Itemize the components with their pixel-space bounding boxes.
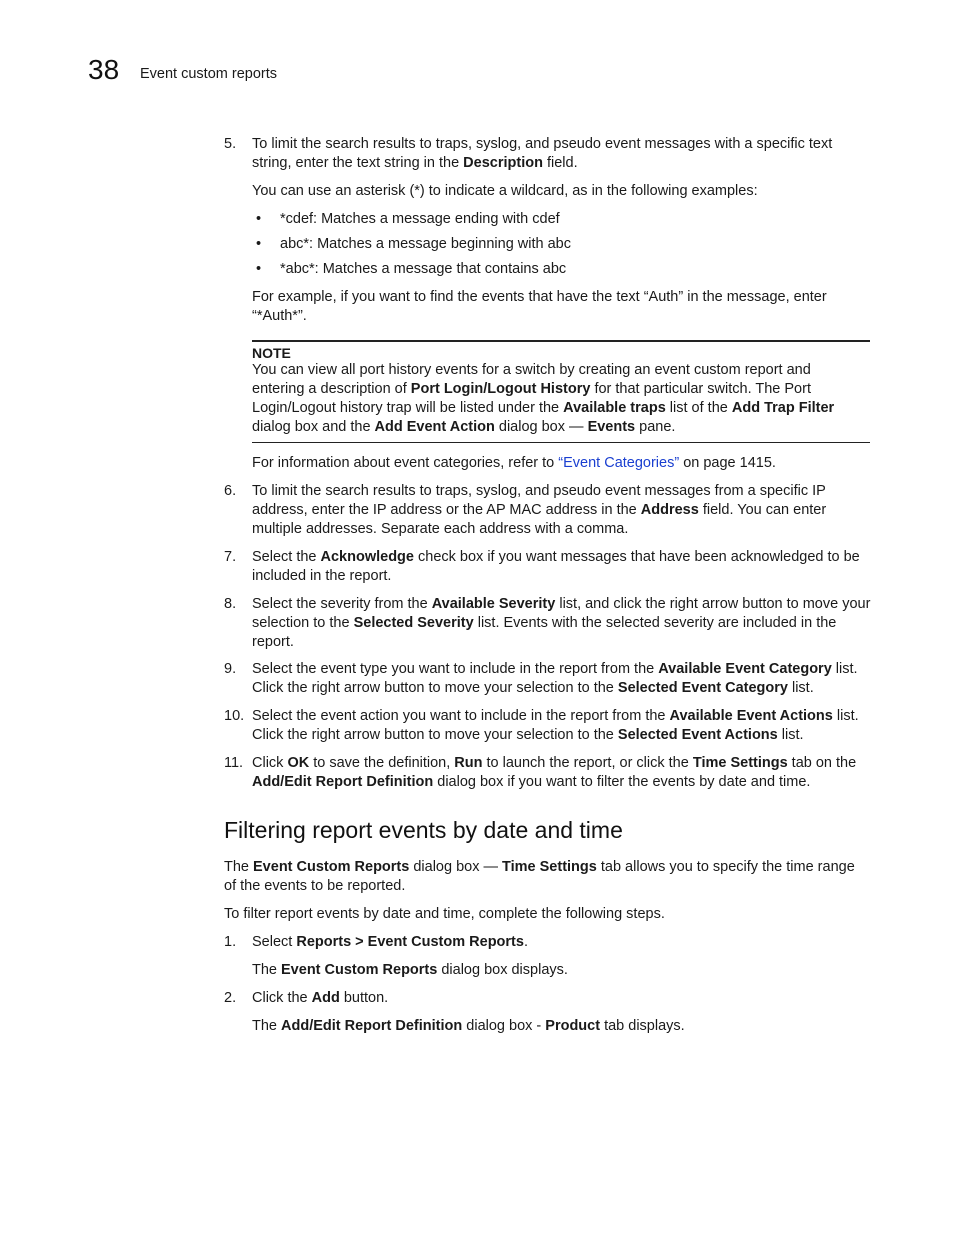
step-number: 7. xyxy=(224,549,237,565)
step-number: 11. xyxy=(224,755,244,771)
note-body: You can view all port history events for a switch by creating an event custom report and entering a description of Port Login/Logout History for that particular switch. The Port Login/Logout history trap will be listed under the Available traps list of the Add Trap Filter dialog box and the Add Event Action dialog box — Events pane. xyxy=(252,362,835,435)
step-text: To limit the search results to traps, syslog, and pseudo event messages from a specific IP address, enter the IP address or the AP MAC address in the Address field. You can enter multiple addresses. Separate each address with a comma. xyxy=(252,483,827,537)
step-number: 9. xyxy=(224,661,237,677)
step-text: Select Reports > Event Custom Reports. xyxy=(252,934,528,950)
note-top-rule xyxy=(252,340,870,342)
note-label: NOTE xyxy=(252,345,291,361)
step-text: Select the Acknowledge check box if you want messages that have been acknowledged to be included in the report. xyxy=(252,549,860,584)
chapter-title: Event custom reports xyxy=(140,66,277,82)
event-categories-link[interactable]: “Event Categories” xyxy=(558,455,680,471)
bullet-icon: • xyxy=(256,261,262,277)
step-number: 8. xyxy=(224,596,237,612)
event-categories-reference: For information about event categories, refer to “Event Categories” on page 1415. xyxy=(252,455,776,471)
step-text: Select the severity from the Available Severity list, and click the right arrow button to move your selection to the Selected Severity list. Events with the selected severity are included in the report. xyxy=(252,596,871,650)
step-text: Select the event action you want to include in the report from the Available Event Actions list. Click the right arrow button to move your selection to the Selected Event Actions list. xyxy=(252,708,859,743)
note-bottom-rule xyxy=(252,442,870,443)
step-number: 5. xyxy=(224,136,237,152)
step-2-result: The Add/Edit Report Definition dialog box - Product tab displays. xyxy=(252,1018,685,1034)
section-intro: The Event Custom Reports dialog box — Time Settings tab allows you to specify the time range of the events to be reported. xyxy=(224,859,855,894)
section-lead: To filter report events by date and time, complete the following steps. xyxy=(224,906,665,922)
bullet-icon: • xyxy=(256,236,262,252)
auth-example: For example, if you want to find the events that have the text “Auth” in the message, enter “*Auth*”. xyxy=(252,289,827,324)
step-text: Select the event type you want to include in the report from the Available Event Category list. Click the right arrow button to move your selection to the Selected Event Category list. xyxy=(252,661,858,696)
section-heading: Filtering report events by date and time xyxy=(224,817,623,843)
bullet-icon: • xyxy=(256,211,262,227)
step-text: Click the Add button. xyxy=(252,990,389,1006)
wildcard-intro: You can use an asterisk (*) to indicate a wildcard, as in the following examples: xyxy=(252,183,758,199)
step-text: To limit the search results to traps, syslog, and pseudo event messages with a specific text string, enter the text string in the Description field. xyxy=(252,136,833,171)
step-1-result: The Event Custom Reports dialog box displays. xyxy=(252,962,568,978)
step-text: Click OK to save the definition, Run to launch the report, or click the Time Settings tab on the Add/Edit Report Definition dialog box if you want to filter the events by date and time. xyxy=(252,755,857,790)
step-number: 2. xyxy=(224,990,237,1006)
step-number: 10. xyxy=(224,708,245,724)
step-number: 1. xyxy=(224,934,237,950)
chapter-number: 38 xyxy=(88,54,120,85)
step-number: 6. xyxy=(224,483,237,499)
